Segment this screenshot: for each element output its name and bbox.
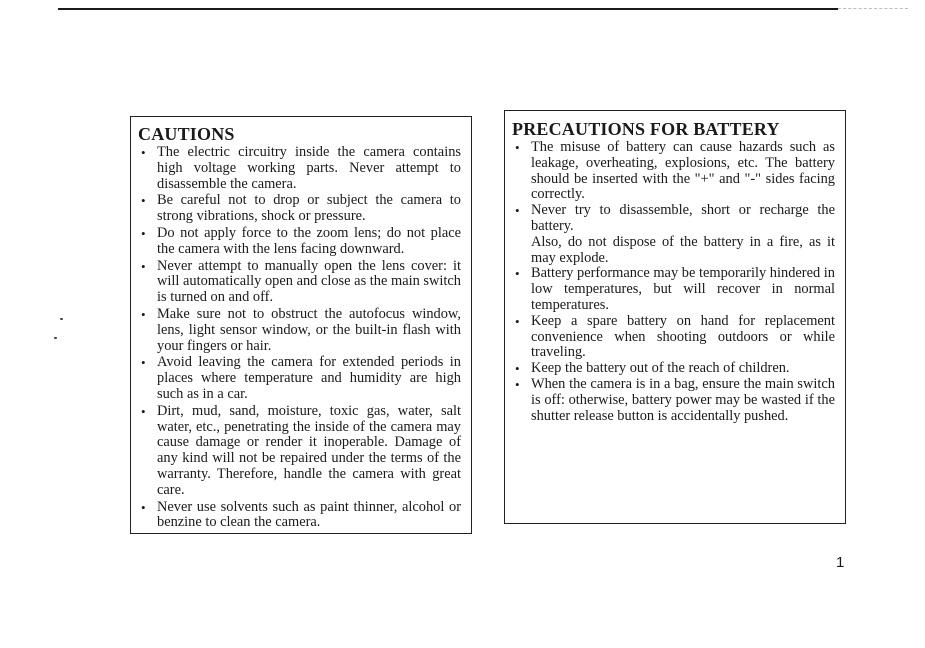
list-item [512, 203, 835, 266]
battery-precautions-title: PRECAUTIONS FOR BATTERY [512, 119, 780, 139]
list-item-text: Be careful not to drop or subject the camera to strong vibrations, shock or pressure. [157, 192, 461, 225]
bullet-icon: • [141, 403, 146, 419]
scan-speck [54, 337, 57, 339]
bullet-icon: • [141, 355, 146, 371]
list-item-text: Also, do not dispose of the battery in a fire, as it may explode. [531, 233, 835, 266]
top-rule-faint [838, 8, 908, 10]
list-item [512, 140, 835, 203]
list-item [512, 377, 835, 424]
bullet-icon: • [141, 258, 146, 274]
battery-precautions-list [512, 140, 835, 424]
list-item-text: Never use solvents such as paint thinner, alcohol or benzine to clean the camera. [157, 498, 461, 531]
list-item-text: Keep the battery out of the reach of children. [531, 360, 790, 377]
cautions-list [138, 145, 461, 531]
list-item [512, 266, 835, 313]
list-item [138, 193, 461, 225]
bullet-icon: • [515, 313, 520, 329]
bullet-icon: • [141, 145, 146, 160]
list-item [512, 361, 835, 377]
bullet-icon: • [515, 266, 520, 282]
list-item [138, 145, 461, 192]
bullet-icon: • [141, 499, 146, 515]
list-item-text: Keep a spare battery on hand for replacement convenience when shooting outdoors or while traveling. [531, 312, 835, 361]
list-item-text: The electric circuitry inside the camera contains high voltage working parts. Never attempt to disassemble the camera. [157, 144, 461, 192]
bullet-icon: • [141, 306, 146, 322]
bullet-icon: • [515, 203, 520, 219]
list-item-text: Battery performance may be temporarily hindered in low temperatures, but will recover in normal temperatures. [531, 265, 835, 313]
battery-precautions-box [504, 110, 846, 524]
bullet-icon: • [515, 140, 520, 155]
list-item-text: Do not apply force to the zoom lens; do not place the camera with the lens facing downward. [157, 224, 461, 257]
list-item [512, 314, 835, 361]
list-item-text: When the camera is in a bag, ensure the main switch is off: otherwise, battery power may be wasted if the shutter release button is accidentally pushed. [531, 375, 835, 424]
list-item-text: Never attempt to manually open the lens cover: it will automatically open and close as the main switch is turned on and off. [157, 257, 461, 306]
scan-speck [60, 318, 63, 320]
list-item-text: Avoid leaving the camera for extended periods in places where temperature and humidity are high such as in a car. [157, 354, 461, 402]
list-item-text: The misuse of battery can cause hazards such as leakage, overheating, explosions, etc. The battery should be inserted with the "+" and "-" sides facing correctly. [531, 139, 835, 203]
bullet-icon: • [515, 361, 520, 377]
list-item [138, 355, 461, 402]
list-item [138, 500, 461, 532]
bullet-icon: • [141, 225, 146, 241]
list-item-text: Never try to disassemble, short or recharge the battery. [531, 202, 835, 234]
bullet-icon: • [141, 193, 146, 209]
page-number: 1 [836, 554, 845, 571]
cautions-box [130, 116, 472, 534]
list-item-text: Dirt, mud, sand, moisture, toxic gas, water, salt water, etc., penetrating the inside of the camera may cause damage or render it inoperable. Damage of any kind will not be repaired under the terms of the warranty. Therefore, handle the camera with great care. [157, 402, 461, 498]
list-item [138, 259, 461, 306]
list-item [138, 307, 461, 354]
list-item-text: Make sure not to obstruct the autofocus window, lens, light sensor window, or the built-in flash with your fingers or hair. [157, 305, 461, 354]
top-rule [58, 8, 838, 10]
cautions-title: CAUTIONS [138, 124, 235, 144]
list-item [138, 404, 461, 499]
list-item [138, 226, 461, 258]
bullet-icon: • [515, 376, 520, 392]
